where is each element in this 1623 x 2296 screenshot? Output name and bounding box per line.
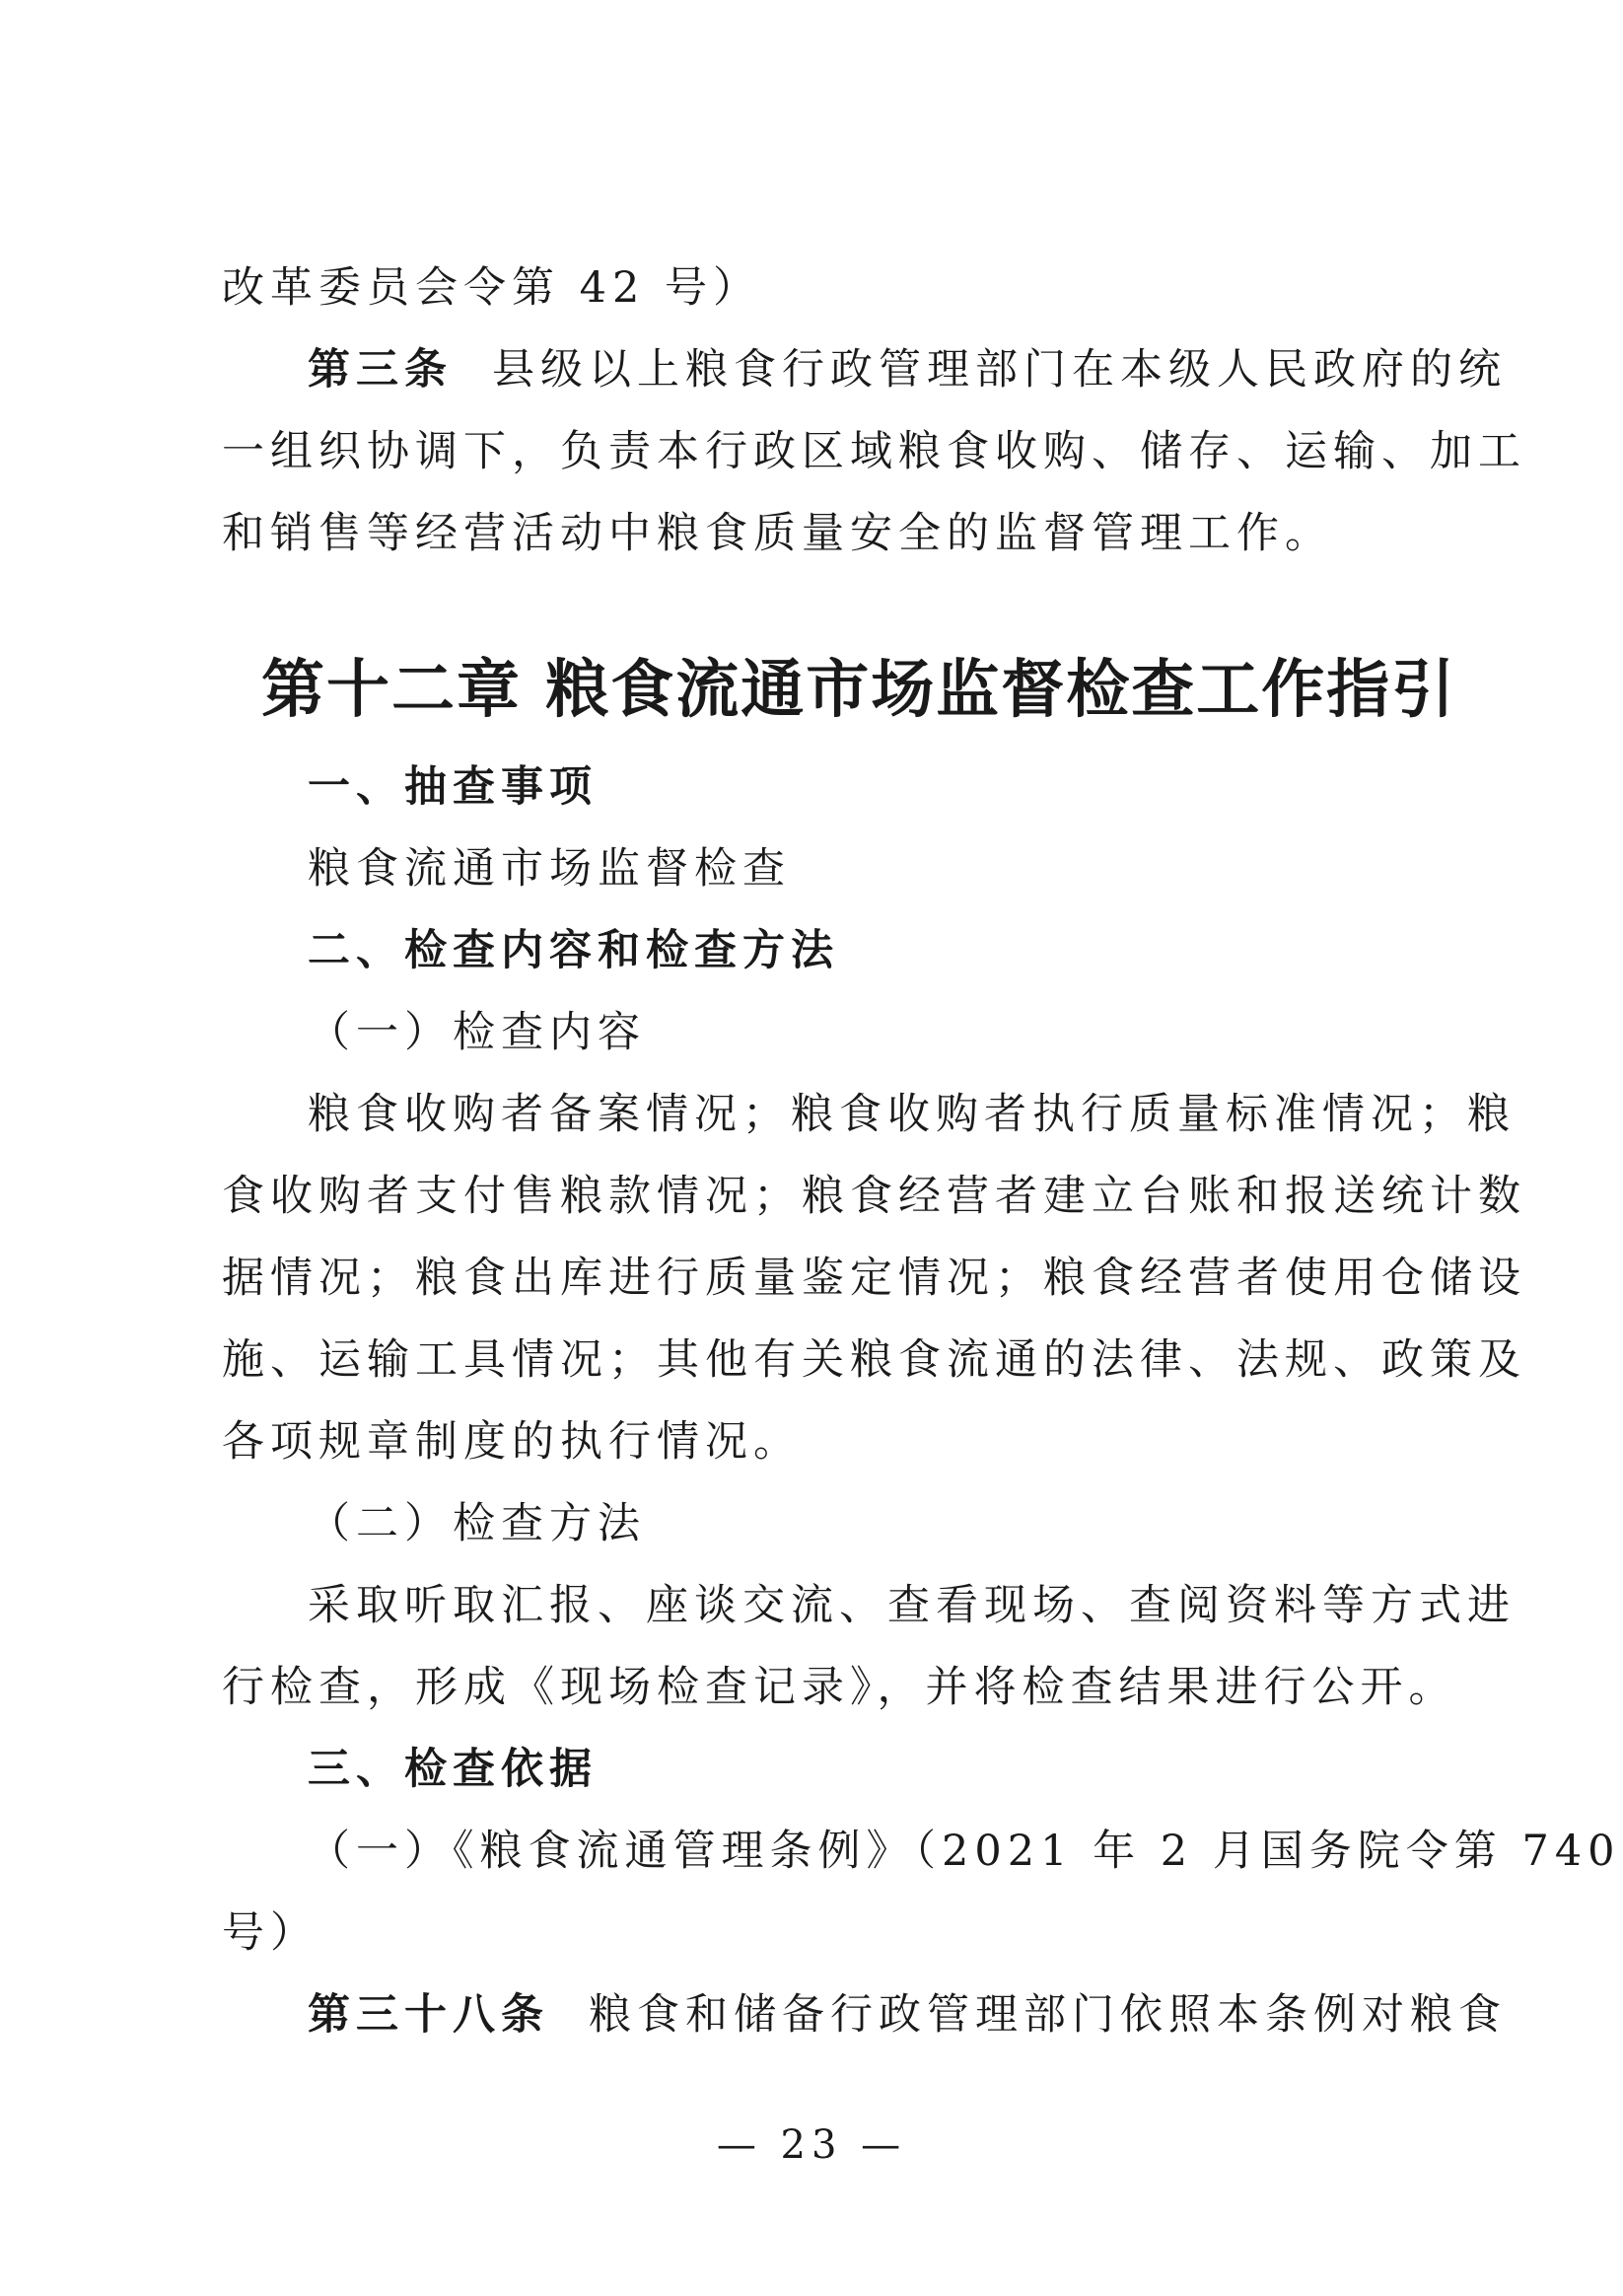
section-heading-2: 二、检查内容和检查方法 — [308, 926, 839, 975]
article-38-text: 粮食和储备行政管理部门依照本条例对粮食 — [589, 1990, 1507, 2040]
subsection-heading: （二）检查方法 — [308, 1499, 646, 1548]
paragraph-line: 施、运输工具情况；其他有关粮食流通的法律、法规、政策及 — [222, 1335, 1526, 1385]
section-heading-1: 一、抽查事项 — [308, 762, 598, 812]
paragraph-line: 采取听取汇报、座谈交流、查看现场、查阅资料等方式进 — [308, 1581, 1516, 1630]
paragraph-line: 和销售等经营活动中粮食质量安全的监督管理工作。 — [222, 509, 1333, 558]
page-number: — 23 — — [716, 2122, 907, 2168]
paragraph-line: 粮食流通市场监督检查 — [308, 844, 791, 894]
paragraph-line: 一组织协调下，负责本行政区域粮食收购、储存、运输、加工 — [222, 427, 1526, 476]
section-heading-3: 三、检查依据 — [308, 1745, 598, 1794]
subsection-heading: （一）检查内容 — [308, 1008, 646, 1057]
chapter-title: 第十二章 粮食流通市场监督检查工作指引 — [261, 654, 1457, 727]
paragraph-line: 改革委员会令第 42 号） — [222, 263, 762, 313]
paragraph-line: 粮食收购者备案情况；粮食收购者执行质量标准情况；粮 — [308, 1090, 1516, 1139]
article-38-label: 第三十八条 — [308, 1990, 549, 2040]
paragraph-line: （一）《粮食流通管理条例》（2021 年 2 月国务院令第 740 — [308, 1827, 1621, 1876]
article-3-line — [308, 340, 1507, 399]
article-38-line — [308, 1985, 1507, 2045]
article-3-label: 第三条 — [308, 345, 453, 395]
paragraph-line: 食收购者支付售粮款情况；粮食经营者建立台账和报送统计数 — [222, 1172, 1526, 1221]
paragraph-line: 行检查，形成《现场检查记录》，并将检查结果进行公开。 — [222, 1663, 1457, 1712]
paragraph-line: 据情况；粮食出库进行质量鉴定情况；粮食经营者使用仓储设 — [222, 1254, 1526, 1303]
paragraph-line: 各项规章制度的执行情况。 — [222, 1417, 802, 1467]
paragraph-line: 号） — [222, 1908, 318, 1958]
article-3-text: 县级以上粮食行政管理部门在本级人民政府的统 — [492, 345, 1507, 395]
